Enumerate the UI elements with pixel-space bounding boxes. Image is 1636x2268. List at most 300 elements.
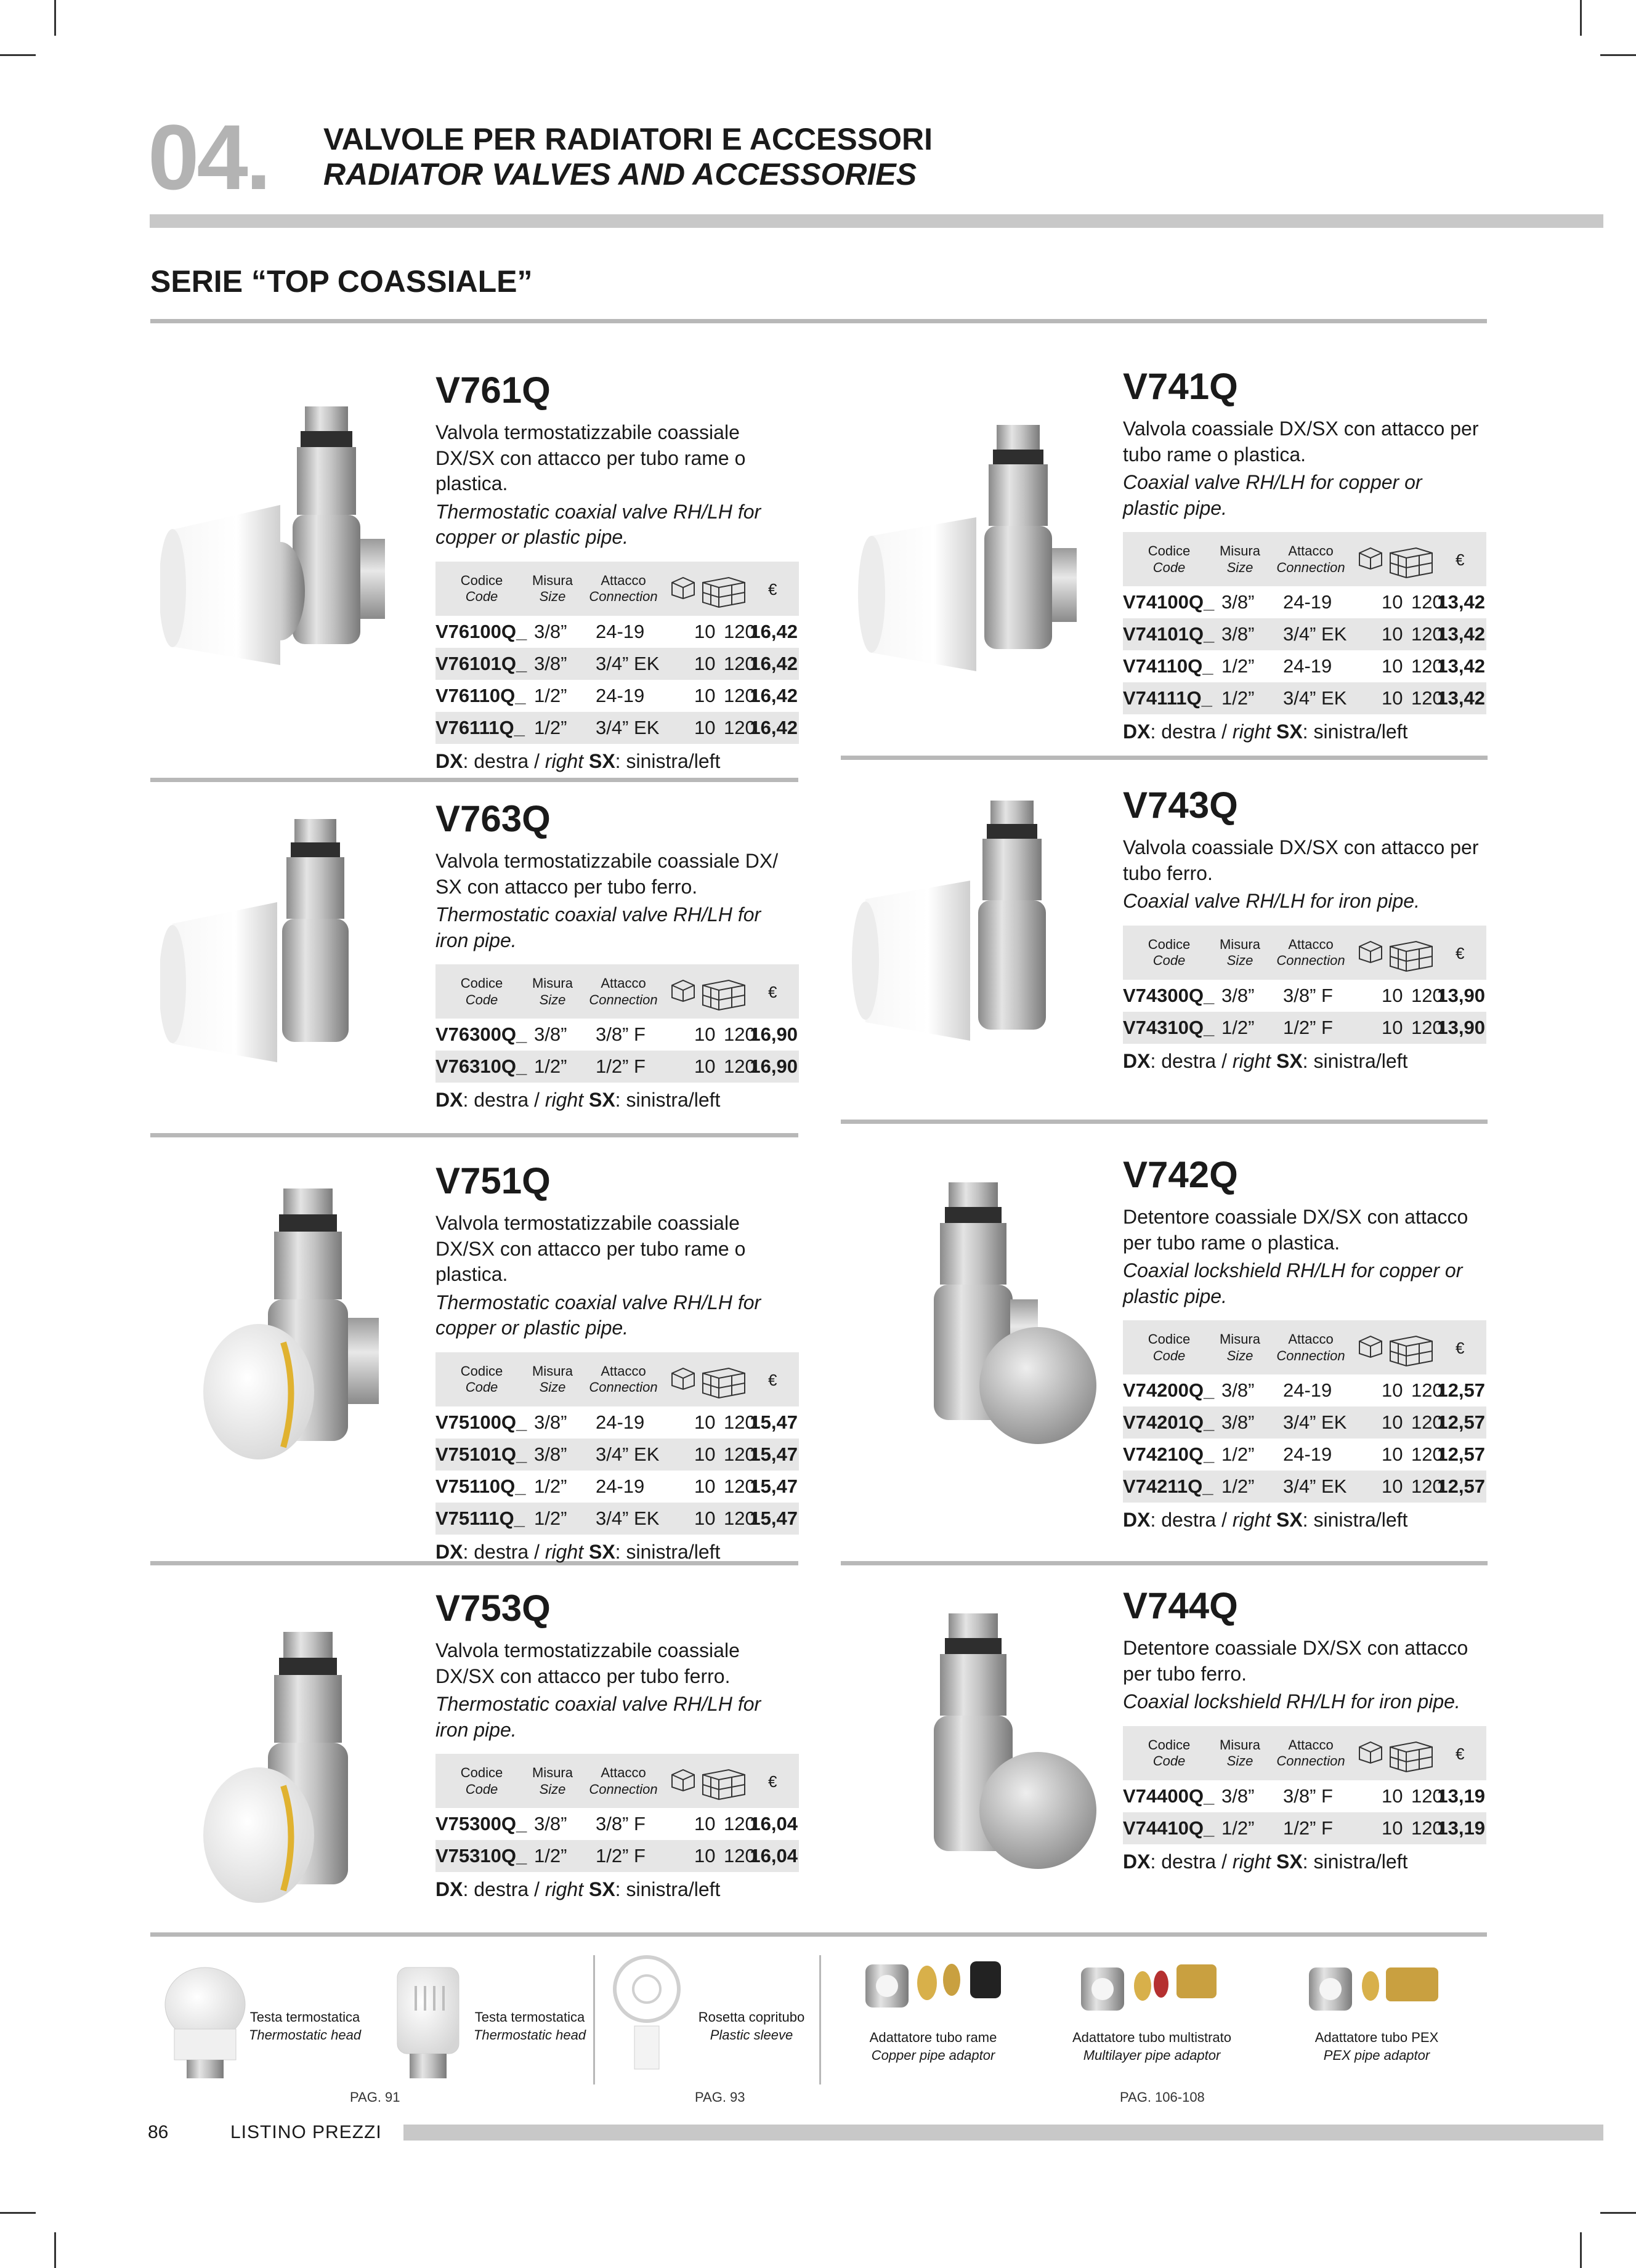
accessory-name-it: Rosetta copritubo: [698, 2009, 805, 2025]
connection-value: 3/4” EK: [1283, 1475, 1347, 1498]
product-code: V76100Q_: [435, 620, 527, 642]
connection-value: 24-19: [1283, 1379, 1332, 1402]
connection-value: 3/8” F: [596, 1813, 646, 1835]
product-divider: [841, 1120, 1488, 1124]
product-code: V75110Q_: [435, 1475, 526, 1497]
header-currency: €: [1456, 943, 1465, 962]
size-value: 1/2”: [534, 684, 567, 706]
single-box-icon: [1357, 938, 1384, 964]
header-code: Codice Code: [1148, 543, 1191, 575]
table-row: [1123, 1374, 1486, 1406]
header-connection: Attacco Connection: [589, 1765, 658, 1797]
chapter-number: 04.: [148, 105, 269, 209]
orientation-note: DX: destra / right SX: sinistra/left: [1123, 1850, 1408, 1873]
pieces-value: 10: [1382, 1379, 1403, 1402]
header-currency: €: [1456, 1339, 1465, 1358]
header-currency: €: [768, 579, 777, 599]
single-box-icon: [1357, 1738, 1384, 1764]
pieces-value: 10: [1382, 1016, 1403, 1038]
product-code: V74300Q_: [1123, 984, 1215, 1006]
product-code: V76310Q_: [435, 1055, 527, 1078]
single-box-icon: [670, 1365, 697, 1390]
valve-illustration-v763q: [160, 819, 394, 1078]
crop-mark: [54, 2232, 56, 2268]
product-title: V761Q: [435, 369, 551, 411]
accessory-label: [1290, 2029, 1463, 2064]
pack-value: 120: [724, 1507, 756, 1529]
price-value: 13,19: [1437, 1785, 1485, 1807]
product-code: V74210Q_: [1123, 1443, 1215, 1466]
orientation-note: DX: destra / right SX: sinistra/left: [435, 1540, 721, 1563]
valve-illustration-v761q: [160, 406, 407, 684]
accessory-name-it: Testa termostatica: [474, 2009, 585, 2025]
connection-value: 24-19: [596, 620, 645, 642]
pieces-value: 10: [694, 1845, 716, 1867]
page-reference: PAG. 93: [695, 2089, 745, 2105]
header-code: Codice Code: [1148, 1737, 1191, 1769]
price-value: 15,47: [750, 1443, 798, 1465]
product-description-en: Thermostatic coaxial valve RH/LH for copper or plastic pipe.: [435, 500, 761, 549]
product-block: [435, 369, 1101, 773]
size-value: 1/2”: [1221, 1817, 1255, 1839]
copper-pipe-adaptor-image: [865, 1949, 1007, 2017]
product-divider: [150, 1133, 798, 1137]
header-currency: €: [1456, 551, 1465, 570]
header-code: Codice Code: [1148, 936, 1191, 969]
accessory-separator: [819, 1955, 821, 2084]
price-value: 12,57: [1437, 1443, 1485, 1466]
price-value: 16,42: [750, 716, 798, 738]
connection-value: 3/4” EK: [1283, 1411, 1347, 1434]
pieces-value: 10: [1382, 687, 1403, 709]
product-code: V74110Q_: [1123, 655, 1213, 677]
accessory-name-en: PEX pipe adaptor: [1323, 2047, 1430, 2063]
accessory-separator: [593, 1955, 595, 2084]
product-description-en: Coaxial lockshield RH/LH for iron pipe.: [1123, 1690, 1460, 1713]
table-header: [1123, 532, 1486, 586]
product-title: V741Q: [1123, 366, 1238, 407]
accessory-name-it: Adattatore tubo PEX: [1314, 2030, 1439, 2045]
table-row: [1123, 650, 1486, 682]
single-box-icon: [670, 977, 697, 1003]
product-code: V74101Q_: [1123, 623, 1215, 645]
pack-value: 120: [724, 1023, 756, 1046]
pack-value: 120: [1411, 1785, 1443, 1807]
pieces-value: 10: [694, 1443, 716, 1465]
header-connection: Attacco Connection: [1276, 1737, 1345, 1769]
carton-box-icon: [1388, 938, 1435, 972]
header-size: Misura Size: [1219, 936, 1260, 969]
header-size: Misura Size: [532, 572, 573, 605]
price-value: 13,42: [1437, 655, 1485, 677]
crop-mark: [1600, 2212, 1636, 2214]
pieces-value: 10: [1382, 623, 1403, 645]
pack-value: 120: [724, 716, 756, 738]
connection-value: 3/8” F: [1283, 1785, 1333, 1807]
header-currency: €: [768, 983, 777, 1002]
single-box-icon: [670, 1766, 697, 1792]
pack-value: 120: [1411, 1411, 1443, 1434]
header-size: Misura Size: [1219, 1331, 1260, 1363]
pieces-value: 10: [694, 620, 716, 642]
pack-value: 120: [1411, 984, 1443, 1006]
table-row: [435, 648, 799, 680]
product-code: V74310Q_: [1123, 1016, 1215, 1038]
carton-box-icon: [1388, 1333, 1435, 1367]
size-value: 3/8”: [534, 1443, 567, 1465]
table-header: [1123, 926, 1486, 980]
accessory-name-it: Adattatore tubo rame: [869, 2030, 997, 2045]
table-row: [1123, 1012, 1486, 1044]
price-value: 16,04: [750, 1845, 798, 1867]
product-description-en: Coaxial lockshield RH/LH for copper or plastic pipe.: [1123, 1259, 1463, 1307]
pieces-value: 10: [694, 1813, 716, 1835]
pieces-value: 10: [694, 1475, 716, 1497]
table-row: [435, 1019, 799, 1051]
product-block: [435, 1160, 1101, 1564]
product-code: V74111Q_: [1123, 687, 1212, 709]
product-block: [1123, 1156, 1636, 1532]
pieces-value: 10: [1382, 1817, 1403, 1839]
header-packaging-icons: [1357, 1738, 1435, 1773]
price-value: 16,90: [750, 1055, 798, 1078]
header-currency: €: [768, 1370, 777, 1389]
price-value: 16,42: [750, 684, 798, 706]
header-packaging-icons: [670, 1766, 747, 1801]
page-reference: PAG. 91: [350, 2089, 400, 2105]
header-packaging-icons: [1357, 544, 1435, 579]
product-code: V76101Q_: [435, 652, 527, 674]
pack-value: 120: [1411, 623, 1443, 645]
pack-value: 120: [1411, 687, 1443, 709]
table-header: [1123, 1726, 1486, 1780]
price-table: [1123, 1320, 1486, 1503]
crop-mark: [0, 2212, 36, 2214]
pex-pipe-adaptor-image: [1309, 1952, 1444, 2020]
table-header: [435, 1754, 799, 1808]
table-row: [435, 616, 799, 648]
pack-value: 120: [724, 652, 756, 674]
product-code: V74201Q_: [1123, 1411, 1215, 1434]
carton-box-icon: [700, 1365, 747, 1399]
price-value: 16,04: [750, 1813, 798, 1835]
size-value: 1/2”: [1221, 687, 1255, 709]
connection-value: 3/8” F: [1283, 984, 1333, 1006]
connection-value: 3/4” EK: [596, 1507, 660, 1529]
size-value: 3/8”: [1221, 1785, 1255, 1807]
header-packaging-icons: [1357, 1333, 1435, 1367]
header-code: Codice Code: [460, 975, 503, 1007]
accessory-label: [462, 2009, 597, 2044]
pieces-value: 10: [694, 1055, 716, 1078]
header-packaging-icons: [670, 977, 747, 1011]
product-description-it: Valvola termostatizzabile coassiale DX/SX con attacco per tubo ferro.: [435, 1639, 740, 1687]
size-value: 1/2”: [1221, 655, 1255, 677]
product-title: V751Q: [435, 1160, 551, 1201]
connection-value: 24-19: [1283, 591, 1332, 613]
price-value: 13,42: [1437, 591, 1485, 613]
pieces-value: 10: [1382, 984, 1403, 1006]
pieces-value: 10: [1382, 655, 1403, 677]
table-header: [435, 562, 799, 616]
size-value: 3/8”: [534, 1023, 567, 1046]
pieces-value: 10: [1382, 1443, 1403, 1466]
crop-mark: [54, 0, 56, 36]
price-value: 15,47: [750, 1411, 798, 1433]
connection-value: 3/8” F: [596, 1023, 646, 1046]
accessory-label: [853, 2029, 1013, 2064]
header-code: Codice Code: [460, 572, 503, 605]
crop-mark: [1580, 0, 1582, 36]
header-code: Codice Code: [460, 1765, 503, 1797]
product-title: V753Q: [435, 1588, 551, 1629]
table-row: [1123, 1406, 1486, 1439]
price-value: 12,57: [1437, 1411, 1485, 1434]
header-connection: Attacco Connection: [1276, 936, 1345, 969]
connection-value: 3/4” EK: [1283, 623, 1347, 645]
pieces-value: 10: [1382, 591, 1403, 613]
table-row: [435, 1439, 799, 1471]
product-code: V75111Q_: [435, 1507, 525, 1529]
header-size: Misura Size: [532, 975, 573, 1007]
orientation-note: DX: destra / right SX: sinistra/left: [1123, 720, 1408, 743]
table-row: [435, 712, 799, 744]
product-block: [435, 1590, 1101, 1901]
connection-value: 1/2” F: [1283, 1817, 1333, 1839]
pack-value: 120: [724, 1845, 756, 1867]
price-table: [1123, 532, 1486, 714]
product-title: V763Q: [435, 798, 551, 839]
price-value: 16,90: [750, 1023, 798, 1046]
pieces-value: 10: [694, 1411, 716, 1433]
product-description-en: Thermostatic coaxial valve RH/LH for iron pipe.: [435, 1693, 761, 1741]
price-value: 15,47: [750, 1507, 798, 1529]
header-packaging-icons: [670, 1365, 747, 1399]
table-row: [1123, 1439, 1486, 1471]
table-row: [435, 1051, 799, 1083]
crop-mark: [0, 54, 36, 56]
table-row: [1123, 1812, 1486, 1844]
product-block: [1123, 787, 1636, 1073]
header-connection: Attacco Connection: [1276, 1331, 1345, 1363]
header-band: [150, 214, 1603, 228]
carton-box-icon: [1388, 544, 1435, 579]
table-row: [435, 1406, 799, 1439]
connection-value: 1/2” F: [596, 1055, 646, 1078]
product-code: V76111Q_: [435, 716, 525, 738]
series-title: SERIE “TOP COASSIALE”: [150, 264, 533, 299]
product-description-en: Thermostatic coaxial valve RH/LH for copper or plastic pipe.: [435, 1291, 761, 1339]
carton-box-icon: [700, 574, 747, 608]
product-divider: [150, 778, 798, 782]
size-value: 3/8”: [1221, 1379, 1255, 1402]
size-value: 1/2”: [1221, 1475, 1255, 1498]
orientation-note: DX: destra / right SX: sinistra/left: [435, 749, 721, 772]
size-value: 3/8”: [1221, 623, 1255, 645]
pack-value: 120: [724, 1475, 756, 1497]
accessories-divider: [150, 1932, 1487, 1937]
carton-box-icon: [700, 1766, 747, 1801]
price-table: [1123, 1726, 1486, 1844]
price-table: [435, 562, 799, 744]
pack-value: 120: [724, 684, 756, 706]
pack-value: 120: [1411, 1817, 1443, 1839]
pack-value: 120: [724, 1443, 756, 1465]
size-value: 3/8”: [534, 620, 567, 642]
price-table: [1123, 926, 1486, 1044]
accessory-label: [237, 2009, 373, 2044]
product-block: [1123, 368, 1636, 743]
size-value: 3/8”: [534, 1411, 567, 1433]
pack-value: 120: [1411, 591, 1443, 613]
orientation-note: DX: destra / right SX: sinistra/left: [435, 1878, 721, 1901]
price-value: 15,47: [750, 1475, 798, 1497]
thermostatic-head-image: [388, 1961, 468, 2084]
size-value: 1/2”: [1221, 1443, 1255, 1466]
pieces-value: 10: [694, 652, 716, 674]
accessory-name-en: Multilayer pipe adaptor: [1083, 2047, 1221, 2063]
size-value: 1/2”: [534, 716, 567, 738]
size-value: 1/2”: [534, 1845, 567, 1867]
pack-value: 120: [724, 1411, 756, 1433]
connection-value: 24-19: [596, 1411, 645, 1433]
product-description-it: Detentore coassiale DX/SX con attacco per tubo rame o plastica.: [1123, 1206, 1468, 1254]
product-description-en: Thermostatic coaxial valve RH/LH for iron pipe.: [435, 903, 761, 951]
page-number: 86: [148, 2122, 169, 2142]
pack-value: 120: [1411, 1475, 1443, 1498]
accessory-name-en: Thermostatic head: [248, 2027, 362, 2043]
valve-illustration-v751q: [191, 1188, 400, 1478]
product-code: V74410Q_: [1123, 1817, 1215, 1839]
product-code: V74100Q_: [1123, 591, 1215, 613]
carton-box-icon: [1388, 1738, 1435, 1773]
connection-value: 3/4” EK: [1283, 687, 1347, 709]
connection-value: 3/4” EK: [596, 716, 660, 738]
pieces-value: 10: [694, 684, 716, 706]
size-value: 3/8”: [1221, 984, 1255, 1006]
product-code: V74200Q_: [1123, 1379, 1215, 1402]
crop-mark: [1600, 54, 1636, 56]
connection-value: 24-19: [596, 1475, 645, 1497]
product-code: V74211Q_: [1123, 1475, 1213, 1498]
orientation-note: DX: destra / right SX: sinistra/left: [1123, 1509, 1408, 1532]
header-size: Misura Size: [532, 1363, 573, 1395]
product-description-it: Valvola termostatizzabile coassiale DX/SX con attacco per tubo rame o plastica.: [435, 421, 746, 495]
price-value: 16,42: [750, 620, 798, 642]
product-code: V74400Q_: [1123, 1785, 1215, 1807]
product-title: V743Q: [1123, 785, 1238, 826]
header-size: Misura Size: [1219, 1737, 1260, 1769]
price-table: [435, 1754, 799, 1872]
crop-mark: [1580, 2232, 1582, 2268]
table-header: [435, 1352, 799, 1406]
accessory-name-en: Plastic sleeve: [710, 2027, 793, 2043]
product-description-it: Valvola coassiale DX/SX con attacco per tubo ferro.: [1123, 836, 1479, 884]
pieces-value: 10: [1382, 1785, 1403, 1807]
header-size: Misura Size: [1219, 543, 1260, 575]
orientation-note: DX: destra / right SX: sinistra/left: [1123, 1049, 1408, 1072]
size-value: 3/8”: [534, 652, 567, 674]
header-connection: Attacco Connection: [589, 975, 658, 1007]
table-header: [1123, 1320, 1486, 1374]
accessory-name-en: Copper pipe adaptor: [871, 2047, 995, 2063]
price-value: 13,19: [1437, 1817, 1485, 1839]
size-value: 3/8”: [1221, 1411, 1255, 1434]
price-value: 13,42: [1437, 687, 1485, 709]
header-packaging-icons: [670, 574, 747, 608]
pieces-value: 10: [1382, 1411, 1403, 1434]
size-value: 1/2”: [534, 1055, 567, 1078]
page-reference: PAG. 106-108: [1120, 2089, 1205, 2105]
product-code: V75100Q_: [435, 1411, 527, 1433]
table-row: [435, 1471, 799, 1503]
table-row: [1123, 682, 1486, 714]
header-code: Codice Code: [460, 1363, 503, 1395]
product-block: [1123, 1585, 1636, 1873]
product-title: V744Q: [1123, 1585, 1238, 1626]
product-description-it: Valvola termostatizzabile coassiale DX/SX con attacco per tubo rame o plastica.: [435, 1212, 746, 1286]
chapter-title-en: RADIATOR VALVES AND ACCESSORIES: [323, 157, 917, 192]
table-header: [435, 964, 799, 1019]
orientation-note: DX: destra / right SX: sinistra/left: [435, 1089, 721, 1112]
accessory-name-it: Adattatore tubo multistrato: [1072, 2030, 1232, 2045]
size-value: 1/2”: [534, 1507, 567, 1529]
single-box-icon: [1357, 544, 1384, 570]
multilayer-pipe-adaptor-image: [1081, 1952, 1223, 2020]
connection-value: 3/4” EK: [596, 1443, 660, 1465]
product-description-en: Coaxial valve RH/LH for iron pipe.: [1123, 890, 1420, 913]
header-connection: Attacco Connection: [589, 572, 658, 605]
table-row: [1123, 1471, 1486, 1503]
table-row: [435, 1808, 799, 1840]
price-value: 13,42: [1437, 623, 1485, 645]
pack-value: 120: [724, 1813, 756, 1835]
valve-illustration-v753q: [191, 1632, 400, 1921]
price-value: 13,90: [1437, 984, 1485, 1006]
accessory-name-it: Testa termostatica: [249, 2009, 360, 2025]
price-table: [435, 1352, 799, 1535]
header-currency: €: [1456, 1744, 1465, 1763]
pieces-value: 10: [694, 716, 716, 738]
size-value: 3/8”: [534, 1813, 567, 1835]
pack-value: 120: [724, 1055, 756, 1078]
single-box-icon: [670, 574, 697, 600]
pack-value: 120: [1411, 655, 1443, 677]
product-code: V75310Q_: [435, 1845, 527, 1867]
footer-label: LISTINO PREZZI: [230, 2122, 382, 2142]
size-value: 1/2”: [534, 1475, 567, 1497]
price-value: 12,57: [1437, 1379, 1485, 1402]
product-description-it: Valvola termostatizzabile coassiale DX/ SX con attacco per tubo ferro.: [435, 850, 779, 898]
series-rule: [150, 319, 1487, 323]
price-value: 16,42: [750, 652, 798, 674]
header-code: Codice Code: [1148, 1331, 1191, 1363]
header-currency: €: [768, 1772, 777, 1791]
header-size: Misura Size: [532, 1765, 573, 1797]
table-row: [435, 1840, 799, 1872]
pack-value: 120: [1411, 1443, 1443, 1466]
size-value: 1/2”: [1221, 1016, 1255, 1038]
product-description-en: Coaxial valve RH/LH for copper or plastic pipe.: [1123, 471, 1422, 519]
table-row: [435, 1503, 799, 1535]
price-value: 13,90: [1437, 1016, 1485, 1038]
chapter-title-it: VALVOLE PER RADIATORI E ACCESSORI: [323, 122, 933, 156]
connection-value: 3/4” EK: [596, 652, 660, 674]
pack-value: 120: [724, 620, 756, 642]
connection-value: 24-19: [1283, 655, 1332, 677]
footer-band: [403, 2125, 1603, 2141]
table-row: [435, 680, 799, 712]
